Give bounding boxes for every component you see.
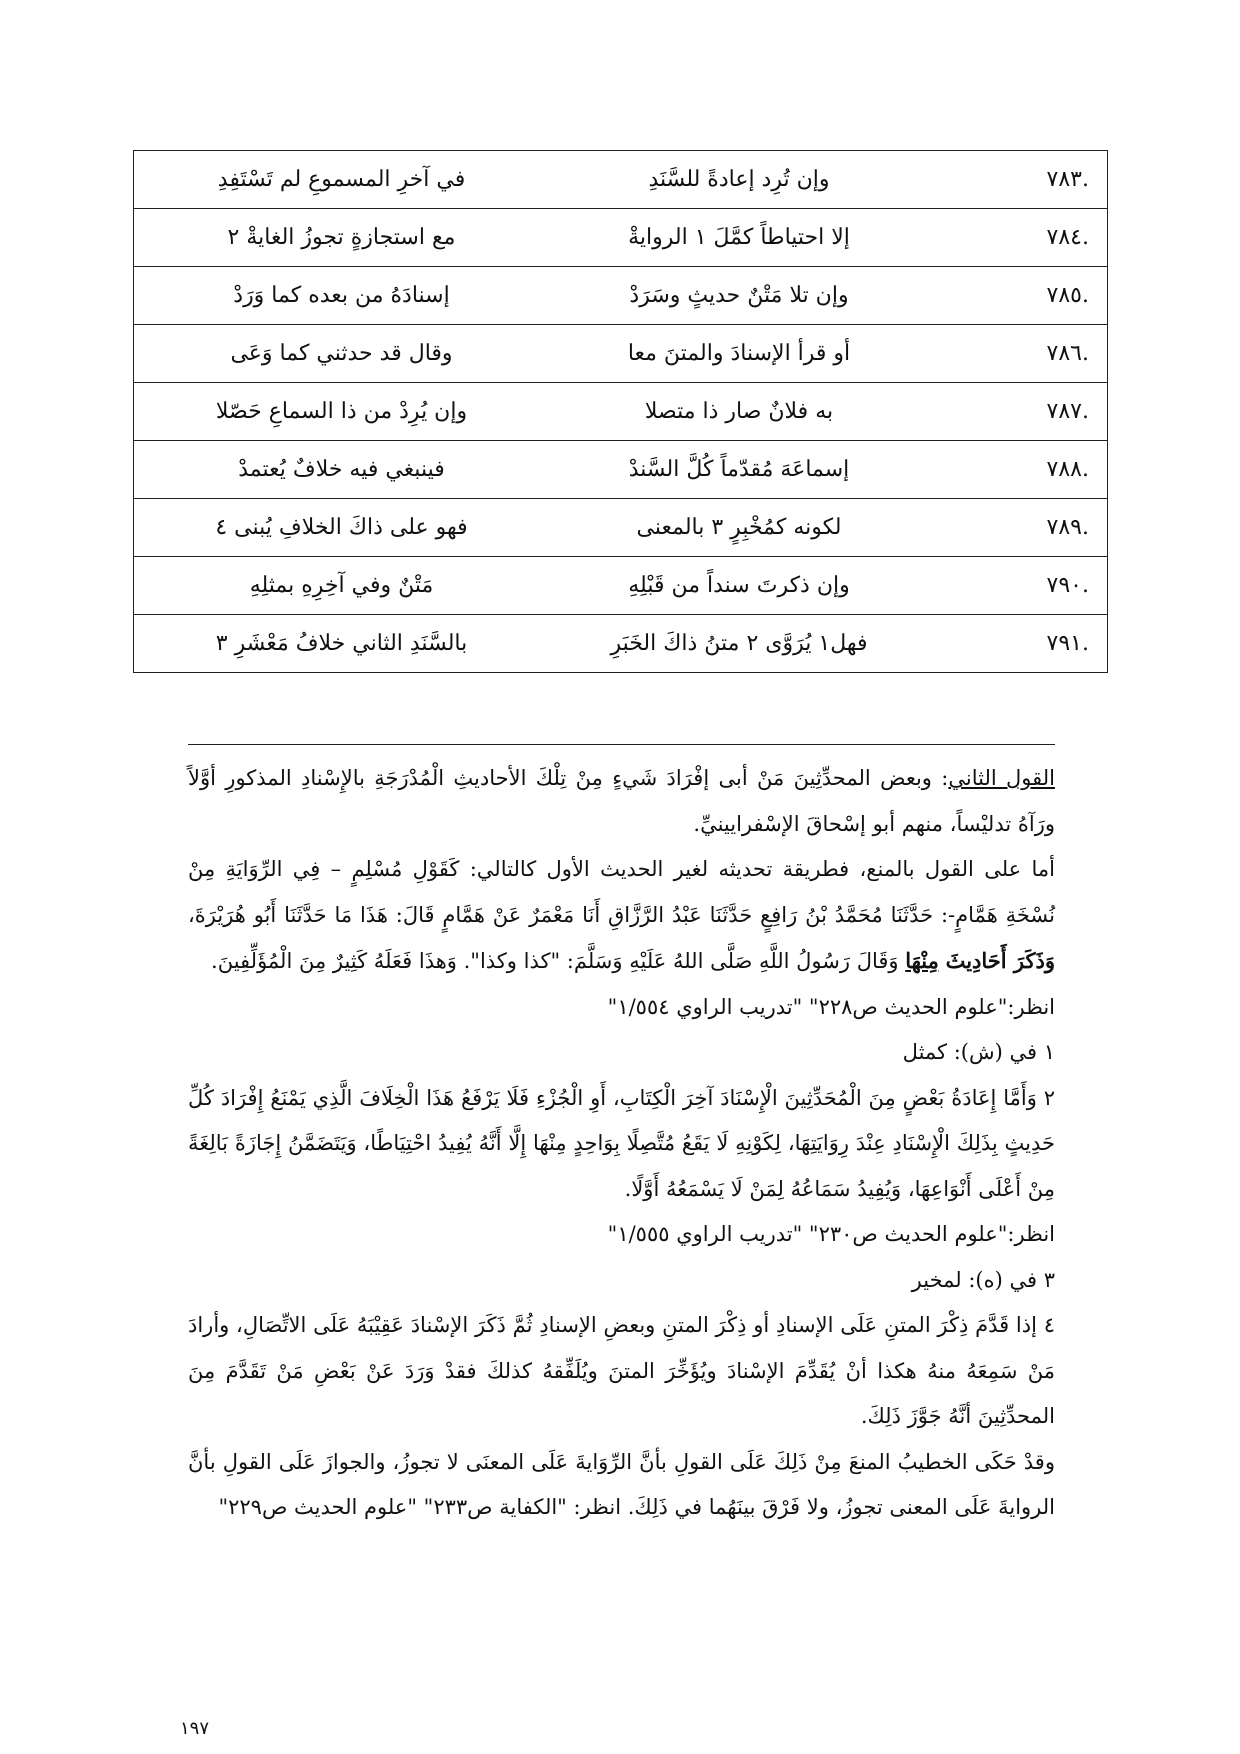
verse-first-hemistich: وإن تلا مَتْنٌ حديثٍ وسَرَدْ (549, 267, 929, 325)
footnote-3: ٣ في (ه): لمخير (911, 1267, 1055, 1292)
verse-row (134, 441, 1108, 499)
verse-number: .٧٨٦ (929, 325, 1108, 383)
verse-number: .٧٨٨ (929, 441, 1108, 499)
footnotes-section (188, 756, 1055, 1531)
verse-second-hemistich: فهو على ذاكَ الخلافِ يُبنى ٤ (134, 499, 550, 557)
verse-first-hemistich: وإن ذكرتَ سنداً من قَبْلِهِ (549, 557, 929, 615)
verse-second-hemistich: فينبغي فيه خلافٌ يُعتمدْ (134, 441, 550, 499)
verse-number: .٧٨٣ (929, 151, 1108, 209)
verse-row (134, 383, 1108, 441)
verse-first-hemistich: إلا احتياطاً كمَّلَ ١ الروايةْ (549, 209, 929, 267)
verse-row (134, 209, 1108, 267)
verse-second-hemistich: مع استجازةٍ تجوزُ الغايةْ ٢ (134, 209, 550, 267)
verse-number: .٧٨٥ (929, 267, 1108, 325)
reference-1: انظر:"علوم الحديث ص٢٢٨" "تدريب الراوي ١/٥٥٤" (607, 994, 1055, 1019)
note-text: : وبعض المحدِّثِينَ مَنْ أبى إفْرَادَ شَيءٍ مِنْ تِلْكَ الأحاديثِ الْمُدْرَجَةِ بالإِسْنادِ المذكورِ أوَّلاً ورَآهُ تدليْساً، منهم أبو إسْحاقَ الإسْفرايينيِّ. (188, 766, 1055, 836)
verse-first-hemistich: فهل١ يُرَوَّى ٢ متنُ ذاكَ الخَبَرِ (549, 615, 929, 673)
verse-first-hemistich: به فلانٌ صار ذا متصلا (549, 383, 929, 441)
verse-row (134, 151, 1108, 209)
bold-underlined-phrase: مِنْهَا (905, 948, 939, 973)
verse-number: .٧٨٧ (929, 383, 1108, 441)
verse-table (133, 150, 1108, 673)
verse-first-hemistich: وإن تُرِد إعادةً للسَّنَدِ (549, 151, 929, 209)
verse-second-hemistich: وإن يُرِدْ من ذا السماعِ حَصّلا (134, 383, 550, 441)
reference-2: انظر:"علوم الحديث ص٢٣٠" "تدريب الراوي ١/٥٥٥" (607, 1222, 1055, 1246)
verse-row (134, 325, 1108, 383)
note-label: القول الثاني (948, 766, 1055, 790)
bold-phrase: وَذَكَرَ أَحَادِيثَ (945, 948, 1055, 973)
footnote-4-continued: وقدْ حَكَى الخطيبُ المنعَ مِنْ ذَلِكَ عَلَى القولِ بأنَّ الرِّوَايةَ عَلَى المعنَى لا تجوزُ، والجوازَ عَلَى القولِ بأنَّ الروايةَ عَلَى المعنى تجوزُ، ولا فَرْقَ بينَهُما في ذَلِكَ. انظر: "الكفاية ص٢٣٣" "علوم الحديث ص٢٢٩" (188, 1449, 1055, 1519)
page-number: ١٩٧ (180, 1718, 210, 1739)
verse-second-hemistich: مَتْنٌ وفي آخِرِهِ بمثلِهِ (134, 557, 550, 615)
verse-row (134, 499, 1108, 557)
verse-first-hemistich: أو قرأ الإسنادَ والمتنَ معا (549, 325, 929, 383)
verse-first-hemistich: إسماعَهَ مُقدّماً كُلَّ السَّندْ (549, 441, 929, 499)
verse-second-hemistich: بالسَّنَدِ الثاني خلافُ مَعْشَرِ ٣ (134, 615, 550, 673)
verse-number: .٧٨٤ (929, 209, 1108, 267)
verse-row (134, 557, 1108, 615)
note-paragraph-1 (188, 756, 1055, 847)
note-text: وَقَالَ رَسُولُ اللَّهِ صَلَّى اللهُ عَلَيْهِ وَسَلَّمَ: "كذا وكذا". وَهذَا فَعَلَهُ كَثِيرٌ مِنَ الْمُؤَلِّفِينَ. (211, 949, 899, 973)
verse-second-hemistich: وقال قد حدثني كما وَعَى (134, 325, 550, 383)
footnote-separator (188, 744, 1055, 745)
footnote-2: ٢ وَأَمَّا إِعَادَةُ بَعْضٍ مِنَ الْمُحَدِّثِينَ الْإِسْنَادَ آخِرَ الْكِتَابِ، أَوِ الْجُزْءِ فَلَا يَرْفَعُ هَذَا الْخِلَافَ الَّذِي يَمْنَعُ إِفْرَادَ كُلِّ حَدِيثٍ بِذَلِكَ الْإِسْنَادِ عِنْدَ رِوَايَتِهَا، لِكَوْنِهِ لَا يَقَعُ مُتَّصِلًا بِوَاحِدٍ مِنْهَا إِلَّا أَنَّهُ يُفِيدُ احْتِيَاطًا، وَيَتَضَمَّنُ إِجَازَةً بَالِغَةً مِنْ أَعْلَى أَنْوَاعِهَا، وَيُفِيدُ سَمَاعُهُ لِمَنْ لَا يَسْمَعُهُ أَوَّلًا. (188, 1085, 1055, 1201)
verse-number: .٧٩١ (929, 615, 1108, 673)
verse-second-hemistich: في آخرِ المسموعِ لم تَسْتَفِدِ (134, 151, 550, 209)
verse-second-hemistich: إسنادَهُ من بعده كما وَرَدْ (134, 267, 550, 325)
footnote-4: ٤ إذا قَدَّمَ ذِكْرَ المتنِ عَلَى الإسنادِ أو ذِكْرَ المتنِ وبعضِ الإسنادِ ثُمَّ ذَكَرَ الإسْنادَ عَقِيْبَهُ عَلَى الاتِّصَالِ، وأرادَ مَنْ سَمِعَهُ منهُ هكذا أنْ يُقَدِّمَ الإسْنادَ ويُؤَخِّرَ المتنَ ويُلَفِّقهُ كذلكَ فقدْ وَرَدَ عَنْ بَعْضِ مَنْ تَقَدَّمَ مِنَ المحدِّثِينَ أنَّهُ جَوَّزَ ذَلِكَ. (188, 1313, 1055, 1428)
note-text: أما على القول بالمنع، فطريقة تحديثه لغير الحديث الأول كالتالي: كَقَوْلِ مُسْلِمٍ – فِي الرِّوَايَةِ مِنْ نُسْخَةِ هَمَّامٍ-: حَدَّثَنَا مُحَمَّدُ بْنُ رَافِعٍ حَدَّثَنَا عَبْدُ الرَّزَّاقِ أَنَا مَعْمَرٌ عَنْ هَمَّامٍ قَالَ: هَذَا مَا حَدَّثَنَا أَبُو هُرَيْرَةَ، (188, 857, 1055, 927)
verse-row (134, 615, 1108, 673)
note-paragraph-2 (188, 847, 1055, 985)
verse-row (134, 267, 1108, 325)
verse-first-hemistich: لكونه كمُخْبِرٍ ٣ بالمعنى (549, 499, 929, 557)
verse-number: .٧٨٩ (929, 499, 1108, 557)
footnote-1: ١ في (ش): كمثل (902, 1040, 1055, 1064)
verse-number: .٧٩٠ (929, 557, 1108, 615)
